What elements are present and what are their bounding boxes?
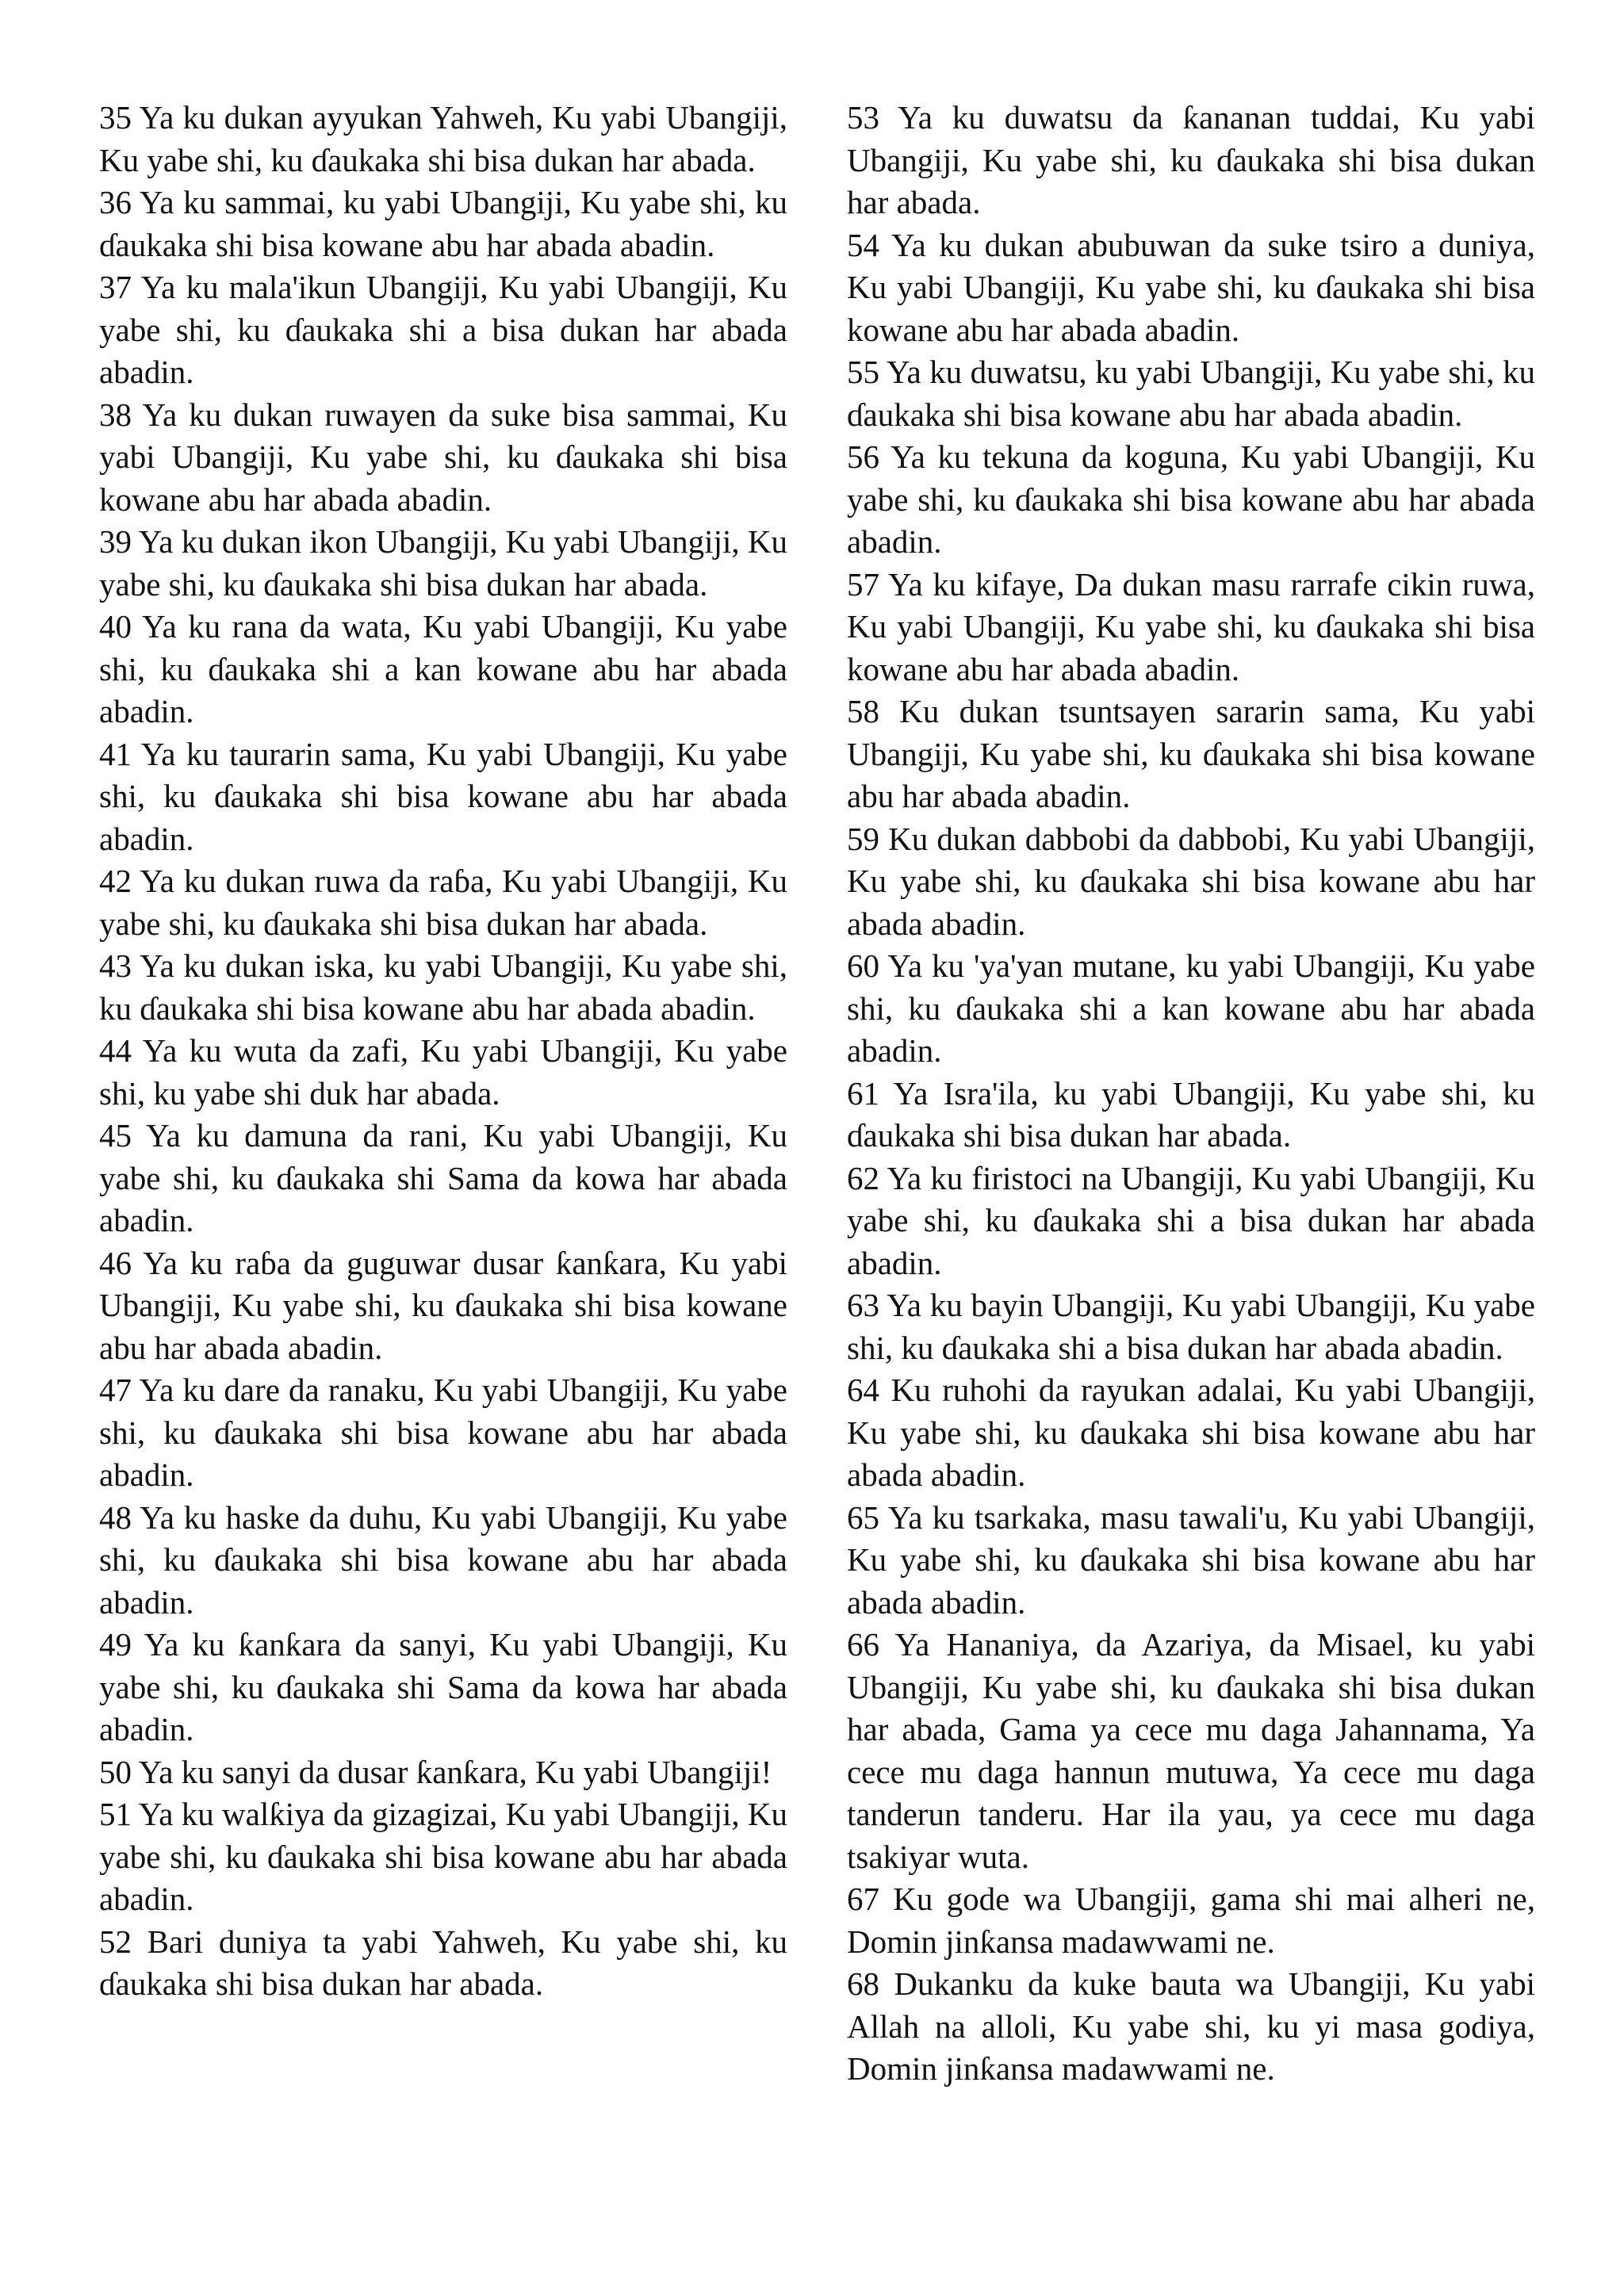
verse-38: 38 Ya ku dukan ruwayen da suke bisa sammai, Ku yabi Ubangiji, Ku yabe shi, ku ɗaukaka shi bisa kowane abu har abada abadin.: [99, 396, 787, 518]
verse-46: 46 Ya ku raɓa da guguwar dusar ƙanƙara, Ku yabi Ubangiji, Ku yabe shi, ku ɗaukaka shi bisa kowane abu har abada abadin.: [99, 1244, 787, 1366]
right-column: [847, 97, 1535, 2091]
verse-52: 52 Bari duniya ta yabi Yahweh, Ku yabe shi, ku ɗaukaka shi bisa dukan har abada.: [99, 1923, 787, 2002]
verse-67: 67 Ku gode wa Ubangiji, gama shi mai alheri ne, Domin jinƙansa madawwami ne.: [847, 1881, 1535, 1960]
verse-64: 64 Ku ruhohi da rayukan adalai, Ku yabi Ubangiji, Ku yabe shi, ku ɗaukaka shi bisa kowane abu har abada abadin.: [847, 1372, 1535, 1493]
verse-54: 54 Ya ku dukan abubuwan da suke tsiro a duniya, Ku yabi Ubangiji, Ku yabe shi, ku ɗaukaka shi bisa kowane abu har abada abadin.: [847, 226, 1535, 348]
verse-48: 48 Ya ku haske da duhu, Ku yabi Ubangiji, Ku yabe shi, ku ɗaukaka shi bisa kowane abu har abada abadin.: [99, 1498, 787, 1621]
verse-68: 68 Dukanku da kuke bauta wa Ubangiji, Ku yabi Allah na alloli, Ku yabe shi, ku yi masa godiya, Domin jinƙansa madawwami ne.: [847, 1965, 1535, 2087]
verse-66: 66 Ya Hananiya, da Azariya, da Misael, ku yabi Ubangiji, Ku yabe shi, ku ɗaukaka shi bisa dukan har abada, Gama ya cece mu daga Jahannama, Ya cece mu daga hannun mutuwa, Ya cece mu daga tanderun tanderu. Har ila yau, ya cece mu daga tsakiyar wuta.: [847, 1626, 1535, 1875]
verse-61: 61 Ya Isra'ila, ku yabi Ubangiji, Ku yabe shi, ku ɗaukaka shi bisa dukan har abada.: [847, 1074, 1535, 1154]
verse-59: 59 Ku dukan dabbobi da dabbobi, Ku yabi Ubangiji, Ku yabe shi, ku ɗaukaka shi bisa kowane abu har abada abadin.: [847, 820, 1535, 942]
verse-45: 45 Ya ku damuna da rani, Ku yabi Ubangiji, Ku yabe shi, ku ɗaukaka shi Sama da kowa har abada abadin.: [99, 1117, 787, 1238]
verse-37: 37 Ya ku mala'ikun Ubangiji, Ku yabi Ubangiji, Ku yabe shi, ku ɗaukaka shi a bisa dukan har abada abadin.: [99, 269, 787, 390]
verse-44: 44 Ya ku wuta da zafi, Ku yabi Ubangiji, Ku yabe shi, ku yabe shi duk har abada.: [99, 1032, 787, 1112]
verse-53: 53 Ya ku duwatsu da ƙananan tuddai, Ku yabi Ubangiji, Ku yabe shi, ku ɗaukaka shi bisa dukan har abada.: [847, 99, 1535, 220]
verse-62: 62 Ya ku firistoci na Ubangiji, Ku yabi Ubangiji, Ku yabe shi, ku ɗaukaka shi a bisa dukan har abada abadin.: [847, 1159, 1535, 1281]
verse-51: 51 Ya ku walƙiya da gizagizai, Ku yabi Ubangiji, Ku yabe shi, ku ɗaukaka shi bisa kowane abu har abada abadin.: [99, 1796, 787, 1917]
verse-49: 49 Ya ku ƙanƙara da sanyi, Ku yabi Ubangiji, Ku yabe shi, ku ɗaukaka shi Sama da kowa har abada abadin.: [99, 1626, 787, 1747]
verse-58: 58 Ku dukan tsuntsayen sararin sama, Ku yabi Ubangiji, Ku yabe shi, ku ɗaukaka shi bisa kowane abu har abada abadin.: [847, 693, 1535, 814]
verse-39: 39 Ya ku dukan ikon Ubangiji, Ku yabi Ubangiji, Ku yabe shi, ku ɗaukaka shi bisa dukan har abada.: [99, 523, 787, 603]
verse-57: 57 Ya ku kifaye, Da dukan masu rarrafe cikin ruwa, Ku yabi Ubangiji, Ku yabe shi, ku ɗaukaka shi bisa kowane abu har abada abadin.: [847, 565, 1535, 687]
verse-35: 35 Ya ku dukan ayyukan Yahweh, Ku yabi Ubangiji, Ku yabe shi, ku ɗaukaka shi bisa dukan har abada.: [99, 99, 787, 178]
verse-43: 43 Ya ku dukan iska, ku yabi Ubangiji, Ku yabe shi, ku ɗaukaka shi bisa kowane abu har abada abadin.: [99, 947, 787, 1027]
verse-47: 47 Ya ku dare da ranaku, Ku yabi Ubangiji, Ku yabe shi, ku ɗaukaka shi bisa kowane abu har abada abadin.: [99, 1372, 787, 1493]
verse-63: 63 Ya ku bayin Ubangiji, Ku yabi Ubangiji, Ku yabe shi, ku ɗaukaka shi a bisa dukan har abada abadin.: [847, 1287, 1535, 1366]
verse-36: 36 Ya ku sammai, ku yabi Ubangiji, Ku yabe shi, ku ɗaukaka shi bisa kowane abu har abada abadin.: [99, 184, 787, 263]
verse-55: 55 Ya ku duwatsu, ku yabi Ubangiji, Ku yabe shi, ku ɗaukaka shi bisa kowane abu har abada abadin.: [847, 354, 1535, 433]
left-column: [99, 97, 787, 2006]
verse-60: 60 Ya ku 'ya'yan mutane, ku yabi Ubangiji, Ku yabe shi, ku ɗaukaka shi a kan kowane abu har abada abadin.: [847, 947, 1535, 1069]
verse-41: 41 Ya ku taurarin sama, Ku yabi Ubangiji, Ku yabe shi, ku ɗaukaka shi bisa kowane abu har abada abadin.: [99, 735, 787, 857]
verse-56: 56 Ya ku tekuna da koguna, Ku yabi Ubangiji, Ku yabe shi, ku ɗaukaka shi bisa kowane abu har abada abadin.: [847, 438, 1535, 560]
verse-50: 50 Ya ku sanyi da dusar ƙanƙara, Ku yabi Ubangiji!: [99, 1753, 772, 1790]
verse-65: 65 Ya ku tsarkaka, masu tawali'u, Ku yabi Ubangiji, Ku yabe shi, ku ɗaukaka shi bisa kowane abu har abada abadin.: [847, 1498, 1535, 1621]
verse-40: 40 Ya ku rana da wata, Ku yabi Ubangiji, Ku yabe shi, ku ɗaukaka shi a kan kowane abu har abada abadin.: [99, 608, 787, 729]
verse-42: 42 Ya ku dukan ruwa da raɓa, Ku yabi Ubangiji, Ku yabe shi, ku ɗaukaka shi bisa dukan har abada.: [99, 863, 787, 942]
